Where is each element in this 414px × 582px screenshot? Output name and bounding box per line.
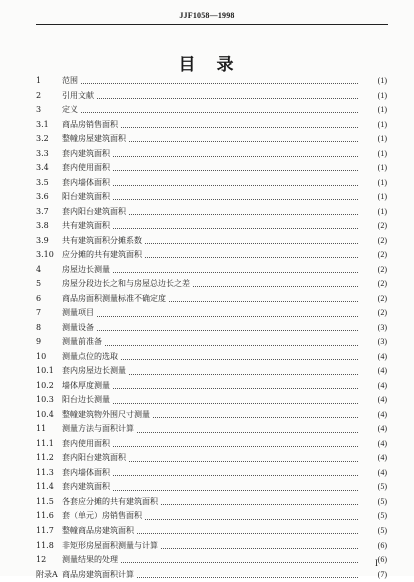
toc-entry-title: 测量项目 [62, 308, 94, 318]
toc-entry-title: 测量方法与面积计算 [62, 424, 134, 434]
dot-leader [145, 256, 358, 258]
dot-leader [97, 97, 358, 99]
toc-entry-page: (2) [377, 279, 387, 289]
toc-entry [36, 451, 387, 466]
toc-entry-title: 定义 [62, 105, 78, 115]
toc-entry [36, 190, 387, 205]
toc-entry-title: 房屋分段边长之和与房屋总边长之差 [62, 279, 190, 289]
toc-entry-title: 范围 [62, 76, 78, 85]
toc-entry-number: 3.8 [36, 221, 49, 231]
toc-entry [36, 176, 387, 191]
dot-leader [129, 460, 358, 462]
toc-entry [36, 306, 387, 321]
toc-entry-page: (2) [377, 293, 387, 303]
dot-leader [129, 373, 358, 375]
toc-entry-title: 套内墙体面积 [62, 177, 110, 187]
toc-entry-title: 阳台建筑面积 [62, 192, 110, 202]
toc-entry [36, 321, 387, 336]
toc-entry-number: 9 [36, 337, 42, 347]
toc-entry-title: 测量设备 [62, 322, 94, 332]
dot-leader [113, 489, 358, 491]
toc-entry-title: 套（单元）房销售面积 [62, 511, 142, 521]
dot-leader [113, 271, 358, 273]
dot-leader [81, 111, 358, 113]
toc-entry-page: (5) [377, 511, 387, 521]
toc-entry-number: 6 [36, 293, 42, 303]
toc-entry-page: (1) [377, 134, 387, 144]
toc-entry-number: 11.7 [36, 525, 54, 535]
toc-entry [36, 205, 387, 220]
toc-entry-page: (4) [377, 409, 387, 419]
toc-entry-number: 3 [36, 105, 42, 115]
toc-entry-number: 3.5 [36, 177, 49, 187]
toc-entry [36, 132, 387, 147]
dot-leader [121, 126, 358, 128]
toc-entry-page: (1) [377, 148, 387, 158]
toc-entry-page: (7) [377, 569, 387, 579]
toc-entry-title: 共有建筑面积 [62, 221, 110, 231]
toc-entry-page: (3) [377, 337, 387, 347]
toc-entry [36, 408, 387, 423]
toc-entry [36, 248, 387, 263]
dot-leader [97, 329, 358, 331]
toc-entry [36, 147, 387, 162]
toc-entry [36, 553, 387, 568]
toc-entry [36, 495, 387, 510]
toc-entry-page: (4) [377, 438, 387, 448]
toc-entry [36, 480, 387, 495]
header-rule [36, 24, 388, 25]
toc-entry-page: (2) [377, 235, 387, 245]
toc-entry-number: 11 [36, 424, 47, 434]
toc-entry-number: 1 [36, 76, 42, 85]
toc-entry-number: 11.8 [36, 540, 54, 550]
toc-entry [36, 539, 387, 554]
dot-leader [113, 227, 358, 229]
dot-leader [81, 82, 358, 84]
toc-entry-number: 3.6 [36, 192, 49, 202]
toc-entry-page: (4) [377, 366, 387, 376]
dot-leader [97, 315, 358, 317]
toc-entry-page: (1) [377, 90, 387, 100]
toc-entry-title: 整幢建筑物外围尺寸测量 [62, 409, 150, 419]
toc-entry-title: 套内房屋边长测量 [62, 366, 126, 376]
dot-leader [105, 344, 358, 346]
toc-entry-title: 套内使用面积 [62, 438, 110, 448]
toc-entry-title: 套内使用面积 [62, 163, 110, 173]
dot-leader [137, 532, 358, 534]
toc-entry-page: (2) [377, 221, 387, 231]
toc-entry-number: 10.4 [36, 409, 54, 419]
toc-entry-page: (1) [377, 206, 387, 216]
toc-entry-number: 11.1 [36, 438, 54, 448]
toc-entry-title: 测量点位的选取 [62, 351, 118, 361]
toc-entry-number: 12 [36, 555, 47, 565]
dot-leader [121, 561, 358, 563]
toc-entry-title: 测量前准备 [62, 337, 102, 347]
toc-entry-title: 套内建筑面积 [62, 482, 110, 492]
toc-entry-number: 10.3 [36, 395, 54, 405]
dot-leader [161, 503, 358, 505]
toc-entry [36, 437, 387, 452]
toc-entry-number: 3.9 [36, 235, 49, 245]
dot-leader [113, 155, 358, 157]
toc-entry [36, 118, 387, 133]
toc-entry-page: (4) [377, 395, 387, 405]
toc-entry-page: (1) [377, 76, 387, 85]
toc-entry [36, 277, 387, 292]
toc-entry-page: (4) [377, 467, 387, 477]
toc-entry-title: 商品房销售面积 [62, 119, 118, 129]
toc-entry-title: 阳台边长测量 [62, 395, 110, 405]
toc-entry-page: (4) [377, 351, 387, 361]
toc-entry-number: 附录A [36, 569, 58, 579]
toc-entry-title: 测量结果的处理 [62, 555, 118, 565]
toc-entry-page: (4) [377, 453, 387, 463]
toc-entry-page: (1) [377, 177, 387, 187]
toc-entry-page: (1) [377, 163, 387, 173]
toc-entry-page: (2) [377, 250, 387, 260]
toc-entry [36, 161, 387, 176]
dot-leader [137, 431, 358, 433]
toc-entry-title: 商品房面积测量标准不确定度 [62, 293, 166, 303]
toc-entry-title: 引用文献 [62, 90, 94, 100]
dot-leader [129, 140, 358, 142]
toc-entry-number: 4 [36, 264, 42, 274]
toc-entry-title: 应分摊的共有建筑面积 [62, 250, 142, 260]
toc-entry-number: 11.4 [36, 482, 54, 492]
toc-entry-page: (1) [377, 192, 387, 202]
toc-entry-page: (6) [377, 555, 387, 565]
dot-leader [121, 358, 358, 360]
toc-entry-page: (1) [377, 119, 387, 129]
dot-leader [169, 300, 358, 302]
toc-entry-title: 共有建筑面积分摊系数 [62, 235, 142, 245]
toc-entry-number: 3.7 [36, 206, 49, 216]
toc-entry [36, 422, 387, 437]
toc-entry [36, 234, 387, 249]
dot-leader [129, 213, 358, 215]
toc-entry-page: (5) [377, 482, 387, 492]
toc-entry-number: 8 [36, 322, 42, 332]
toc-entry [36, 89, 387, 104]
toc-entry-page: (4) [377, 424, 387, 434]
dot-leader [145, 242, 358, 244]
toc-entry [36, 509, 387, 524]
toc-entry-title: 套内建筑面积 [62, 148, 110, 158]
toc-entry [36, 74, 387, 89]
toc-entry [36, 379, 387, 394]
toc-entry-number: 3.10 [36, 250, 54, 260]
toc-entry [36, 524, 387, 539]
table-of-contents [36, 74, 387, 582]
toc-entry-number: 10 [36, 351, 47, 361]
toc-entry-number: 5 [36, 279, 42, 289]
toc-entry-page: (1) [377, 105, 387, 115]
dot-leader [113, 445, 358, 447]
toc-entry-page: (5) [377, 525, 387, 535]
dot-leader [145, 518, 358, 520]
toc-entry-title: 墙体厚度测量 [62, 380, 110, 390]
dot-leader [113, 198, 358, 200]
page-folio: I [375, 558, 378, 568]
dot-leader [193, 285, 358, 287]
toc-entry-number: 3.2 [36, 134, 49, 144]
toc-entry-page: (3) [377, 322, 387, 332]
toc-entry-title: 房屋边长测量 [62, 264, 110, 274]
toc-entry-number: 2 [36, 90, 42, 100]
dot-leader [113, 474, 358, 476]
toc-entry [36, 103, 387, 118]
toc-entry [36, 219, 387, 234]
dot-leader [161, 547, 358, 549]
toc-entry-number: 11.2 [36, 453, 54, 463]
toc-entry-page: (6) [377, 540, 387, 550]
toc-entry [36, 364, 387, 379]
dot-leader [113, 402, 358, 404]
toc-entry-number: 7 [36, 308, 42, 318]
toc-entry [36, 335, 387, 350]
toc-entry-number: 10.1 [36, 366, 54, 376]
page-title: 目 录 [178, 55, 236, 75]
toc-entry-title: 整幢商品房建筑面积 [62, 525, 134, 535]
running-header: JJF1058—1998 [179, 11, 235, 20]
toc-entry-number: 11.3 [36, 467, 54, 477]
toc-entry-title: 各套应分摊的共有建筑面积 [62, 496, 158, 506]
toc-entry-title: 非矩形房屋面积测量与计算 [62, 540, 158, 550]
toc-entry [36, 350, 387, 365]
toc-entry-title: 套内阳台建筑面积 [62, 206, 126, 216]
toc-entry-page: (2) [377, 264, 387, 274]
toc-entry-title: 整幢房屋建筑面积 [62, 134, 126, 144]
toc-entry-number: 3.4 [36, 163, 49, 173]
toc-entry-number: 3.1 [36, 119, 49, 129]
toc-entry [36, 393, 387, 408]
toc-entry-title: 套内阳台建筑面积 [62, 453, 126, 463]
toc-entry-number: 10.2 [36, 380, 54, 390]
toc-entry-page: (2) [377, 308, 387, 318]
toc-entry-number: 11.6 [36, 511, 54, 521]
dot-leader [113, 184, 358, 186]
toc-entry-page: (4) [377, 380, 387, 390]
dot-leader [113, 169, 358, 171]
toc-entry-number: 11.5 [36, 496, 54, 506]
toc-entry-page: (5) [377, 496, 387, 506]
toc-entry-title: 商品房建筑面积计算 [62, 569, 134, 579]
toc-entry-number: 3.3 [36, 148, 49, 158]
toc-entry [36, 263, 387, 278]
toc-entry [36, 466, 387, 481]
dot-leader [153, 416, 358, 418]
dot-leader [137, 576, 358, 578]
toc-entry [36, 568, 387, 582]
toc-entry-title: 套内墙体面积 [62, 467, 110, 477]
toc-entry [36, 292, 387, 307]
dot-leader [113, 387, 358, 389]
